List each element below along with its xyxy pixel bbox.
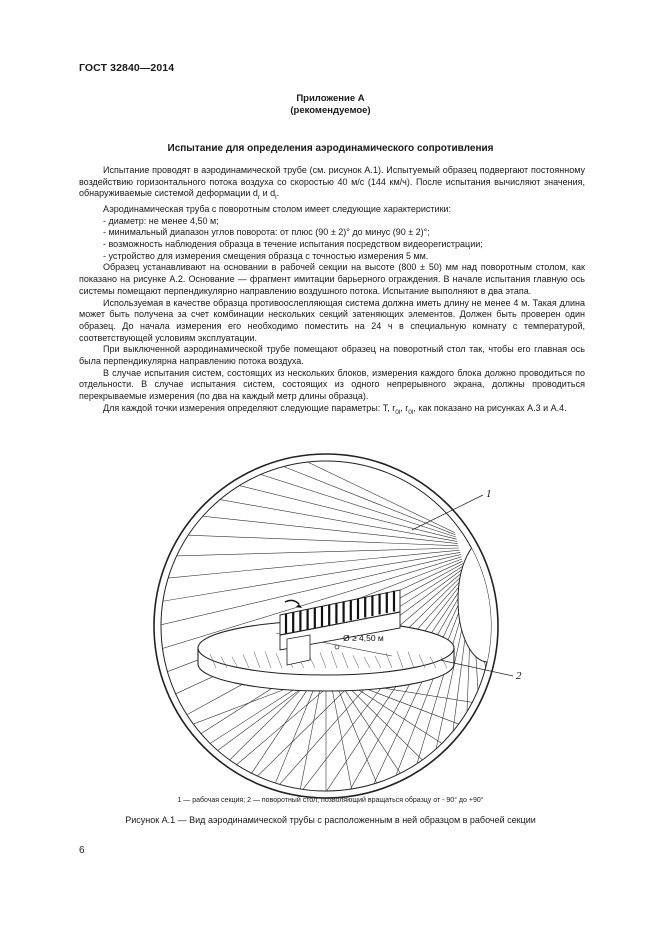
list-item: - возможность наблюдения образца в течение испытания посредством видеорегистрации; <box>103 239 483 250</box>
list-item: - минимальный диапазон углов поворота: от плюс (90 ± 2)° до минус (90 ± 2)°; <box>103 227 430 238</box>
diameter-label: Ø ≥ 4,50 м <box>343 633 384 643</box>
annex-title: Приложение А <box>296 93 365 104</box>
tunnel-floor-line <box>299 690 319 794</box>
paragraph: Для каждой точки измерения определяют следующие параметры: T, $r_{0l}$, $r_{0l}$, как показано на рисунках А.3 и А.4. <box>103 402 567 416</box>
tunnel-floor-line <box>206 687 298 746</box>
paragraph: Испытание проводят в аэродинамической трубе (см. рисунок А.1). Испытуемый образец подвергают постоянному воздействию горизонтального потока воздуха со скоростью 40 м/с (144 км/ч). После испытания вычисляют значения, обнаруживаемые системой деформации $d_r$ и $d_l$. <box>79 165 585 202</box>
tunnel-outlet <box>458 538 518 662</box>
paragraph: Аэродинамическая труба с поворотным столом имеет следующие характеристики: <box>103 203 452 214</box>
section-title: Испытание для определения аэродинамического сопротивления <box>167 143 494 154</box>
paragraph: В случае испытания систем, состоящих из нескольких блоков, измерения каждого блока должно проводиться по отдельности. В случае испытания систем, состоящих из одного непрерывного экрана, должны проводиться перекрываемые измерения (по два на каждый метр длины образца). <box>79 367 585 402</box>
tunnel-wall-line <box>171 548 459 556</box>
list-item: - устройство для измерения смещения образца с точностью измерения 5 мм. <box>103 250 429 261</box>
list-item: - диаметр: не менее 4,50 м; <box>103 215 219 226</box>
page-number: 6 <box>79 845 85 856</box>
figure-legend: 1 — рабочая секция; 2 — поворотный стол, позволяющий вращаться образцу от - 90° до +90° <box>177 797 484 804</box>
tunnel-wall-line <box>182 535 458 546</box>
body-text <box>79 165 585 418</box>
tunnel-wall-line <box>276 464 455 535</box>
paragraph: Образец устанавливают на основании в рабочей секции на высоте (800 ± 50) мм над поворотным столом, как показано на рисунке А.2. Основание — фрагмент имитации барьерного ограждения. В начале испытания главную ось системы помещают перпендикулярно направлению воздушного потока. Испытание выполняют в два этапа. <box>79 262 585 296</box>
tunnel-floor-line <box>344 689 403 778</box>
tunnel-floor-line <box>273 690 313 788</box>
wind-tunnel-figure <box>150 450 522 802</box>
tunnel-floor-line <box>338 690 378 788</box>
annex-subtitle: (рекомендуемое) <box>290 105 371 116</box>
tunnel-wall-line <box>254 472 456 537</box>
figure-caption: Рисунок А.1 — Вид аэродинамической трубы с расположенным в ней образцом в рабочей секции <box>125 815 536 825</box>
tunnel-wall-line <box>163 550 460 578</box>
paragraph: Используемая в качестве образца противоослепляющая система должна иметь длину не менее 4 м. Такая длина может быть получена за счет комбинации нескольких секций затеняющих элементов. Должен быть проверен один образец. До начала измерения его необходимо поместить на 24 ч в специальную комнату с температурой, соответствующей условиям эксплуатации. <box>79 297 585 343</box>
paragraph: При выключенной аэродинамической трубе помещают образец на поворотный стол так, чтобы его главная ось была перпендикулярна направлению потока воздуха. <box>79 344 585 367</box>
figure-label-1: 1 <box>486 488 492 500</box>
document-code: ГОСТ 32840—2014 <box>79 62 175 74</box>
tunnel-floor-line <box>249 689 308 778</box>
figure-label-2: 2 <box>516 670 522 682</box>
tunnel-wall-line <box>214 498 458 541</box>
leader-line-1 <box>412 495 483 530</box>
